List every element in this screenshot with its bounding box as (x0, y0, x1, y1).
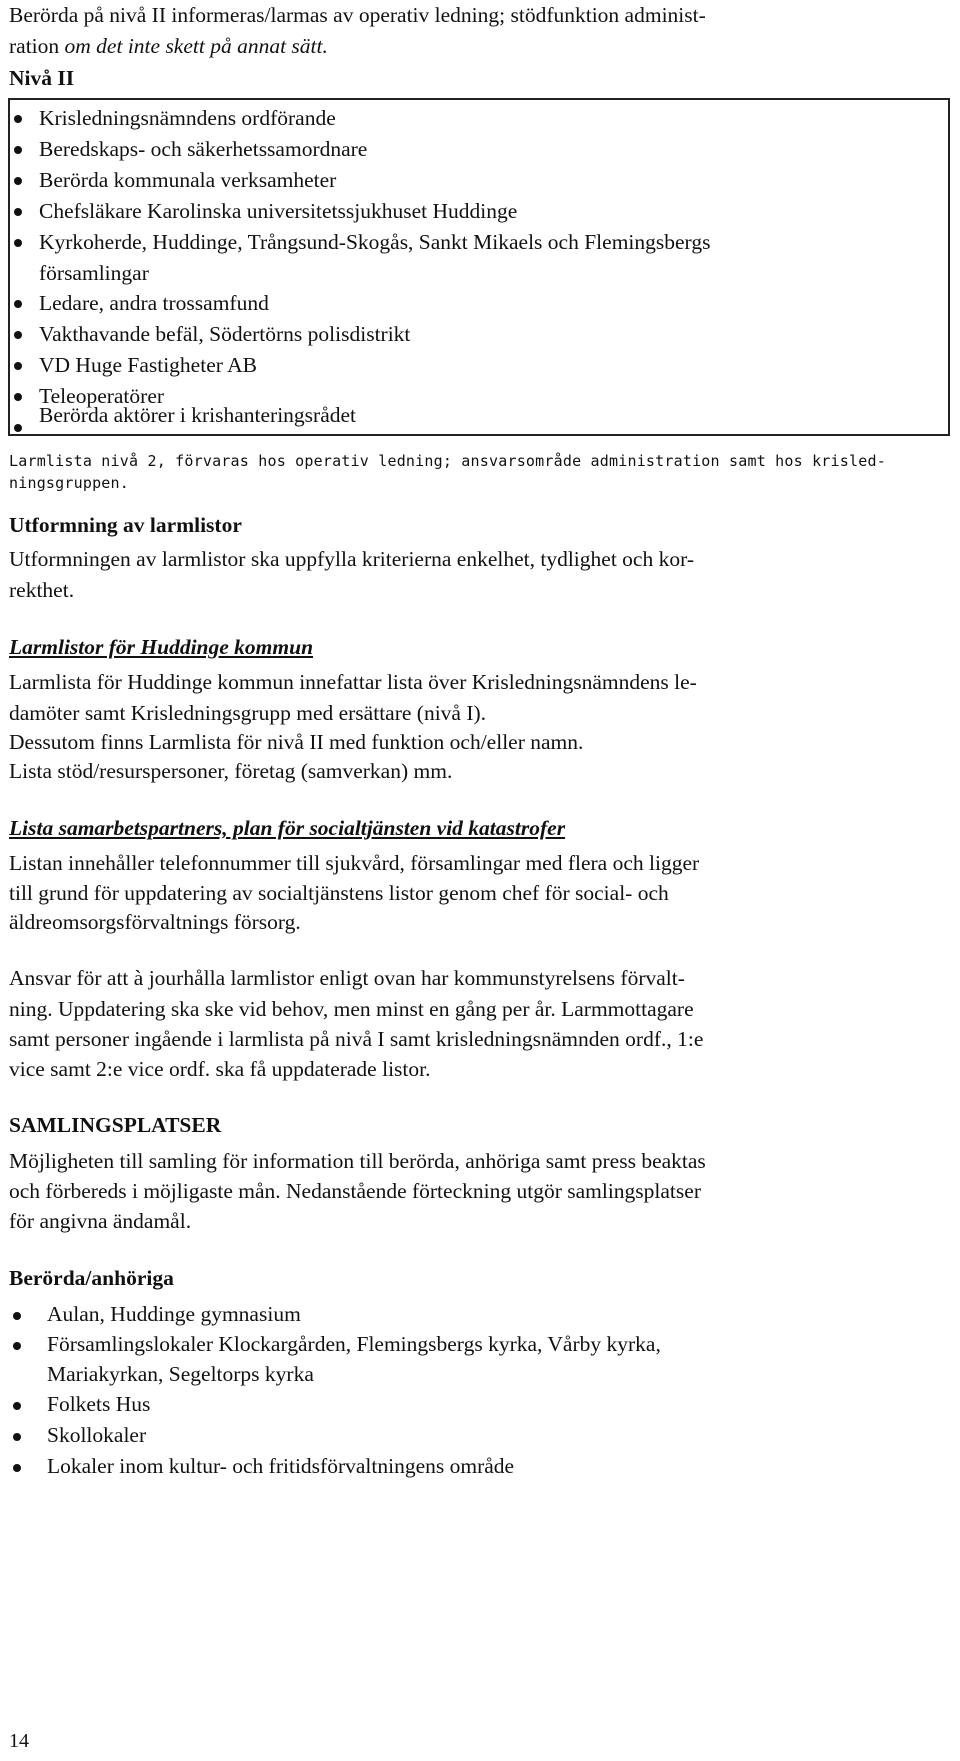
anhoriga-item: Skollokaler (47, 1423, 147, 1447)
niva2-item: Teleoperatörer (39, 384, 165, 408)
bullet-dot (14, 393, 22, 401)
samarbete-para2-line: samt personer ingående i larmlista på nivå I samt krisledningsnämnden ordf., 1:e (9, 1027, 704, 1051)
bullet-dot (14, 331, 22, 339)
niva2-item: Chefsläkare Karolinska universitetssjukhuset Huddinge (39, 199, 518, 223)
niva2-item: Beredskaps- och säkerhetssamordnare (39, 137, 368, 161)
bullet-dot (14, 424, 22, 432)
samlingsplatser-line: Möjligheten till samling för information till berörda, anhöriga samt press beaktas (9, 1149, 706, 1173)
bullet-dot (14, 300, 22, 308)
niva2-note-line-2: ningsgruppen. (9, 474, 129, 492)
niva2-note-line-1: Larmlista nivå 2, förvaras hos operativ ledning; ansvarsområde administration samt hos krisled- (9, 452, 886, 470)
utformning-line-2: rekthet. (9, 578, 75, 602)
larmlistor-line: Larmlista för Huddinge kommun innefattar lista över Krisledningsnämndens le- (9, 670, 697, 694)
niva2-item: Krisledningsnämndens ordförande (39, 106, 336, 130)
anhoriga-heading: Berörda/anhöriga (9, 1266, 174, 1290)
intro-line-2-italic: om det inte skett på annat sätt. (64, 34, 328, 58)
niva2-item: Berörda aktörer i krishanteringsrådet (39, 403, 356, 427)
larmlistor-heading: Larmlistor för Huddinge kommun (9, 635, 314, 659)
larmlistor-line: Lista stöd/resurspersoner, företag (samverkan) mm. (9, 759, 453, 783)
niva2-item-continuation: församlingar (39, 261, 149, 285)
intro-line-1: Berörda på nivå II informeras/larmas av operativ ledning; stödfunktion administ- (9, 3, 706, 27)
samarbete-para1-line: äldreomsorgsförvaltnings försorg. (9, 910, 301, 934)
bullet-dot (13, 1342, 21, 1350)
niva2-item: Vakthavande befäl, Södertörns polisdistrikt (39, 322, 411, 346)
bullet-dot (13, 1464, 21, 1472)
anhoriga-item: Aulan, Huddinge gymnasium (47, 1302, 301, 1326)
samarbete-para1-line: till grund för uppdatering av socialtjänstens listor genom chef för social- och (9, 881, 669, 905)
intro-line-2 (9, 31, 328, 62)
samarbete-para2-line: vice samt 2:e vice ordf. ska få uppdaterade listor. (9, 1057, 431, 1081)
samlingsplatser-line: för angivna ändamål. (9, 1209, 192, 1233)
samarbete-para2-line: Ansvar för att à jourhålla larmlistor enligt ovan har kommunstyrelsens förvalt- (9, 966, 685, 990)
page-number: 14 (9, 1730, 29, 1752)
bullet-dot (14, 239, 22, 247)
bullet-dot (13, 1433, 21, 1441)
samarbete-heading: Lista samarbetspartners, plan för socialtjänsten vid katastrofer (9, 816, 566, 840)
bullet-dot (14, 208, 22, 216)
intro-line-2-plain: ration (9, 34, 65, 58)
larmlistor-line: damöter samt Krisledningsgrupp med ersättare (nivå I). (9, 701, 487, 725)
bullet-dot (13, 1402, 21, 1410)
bullet-dot (13, 1312, 21, 1320)
larmlistor-line: Dessutom finns Larmlista för nivå II med funktion och/eller namn. (9, 730, 584, 754)
niva2-item: Kyrkoherde, Huddinge, Trångsund-Skogås, Sankt Mikaels och Flemingsbergs (39, 230, 711, 254)
anhoriga-item: Folkets Hus (47, 1392, 151, 1416)
niva2-heading: Nivå II (9, 66, 75, 90)
samlingsplatser-heading: SAMLINGSPLATSER (9, 1113, 222, 1137)
niva2-item: Berörda kommunala verksamheter (39, 168, 337, 192)
bullet-dot (14, 115, 22, 123)
anhoriga-item: Lokaler inom kultur- och fritidsförvaltningens område (47, 1454, 515, 1478)
bullet-dot (14, 177, 22, 185)
samarbete-para1-line: Listan innehåller telefonnummer till sjukvård, församlingar med flera och ligger (9, 851, 700, 875)
bullet-dot (14, 146, 22, 154)
utformning-heading: Utformning av larmlistor (9, 513, 242, 537)
niva2-item: Ledare, andra trossamfund (39, 291, 269, 315)
anhoriga-item: Församlingslokaler Klockargården, Flemingsbergs kyrka, Vårby kyrka, (47, 1332, 661, 1356)
utformning-line-1: Utformningen av larmlistor ska uppfylla kriterierna enkelhet, tydlighet och kor- (9, 547, 694, 571)
niva2-item: VD Huge Fastigheter AB (39, 353, 257, 377)
anhoriga-item-continuation: Mariakyrkan, Segeltorps kyrka (47, 1362, 314, 1386)
samlingsplatser-line: och förbereds i möjligaste mån. Nedanstående förteckning utgör samlingsplatser (9, 1179, 701, 1203)
niva2-box (8, 98, 950, 436)
bullet-dot (14, 362, 22, 370)
samarbete-para2-line: ning. Uppdatering ska ske vid behov, men minst en gång per år. Larmmottagare (9, 997, 694, 1021)
